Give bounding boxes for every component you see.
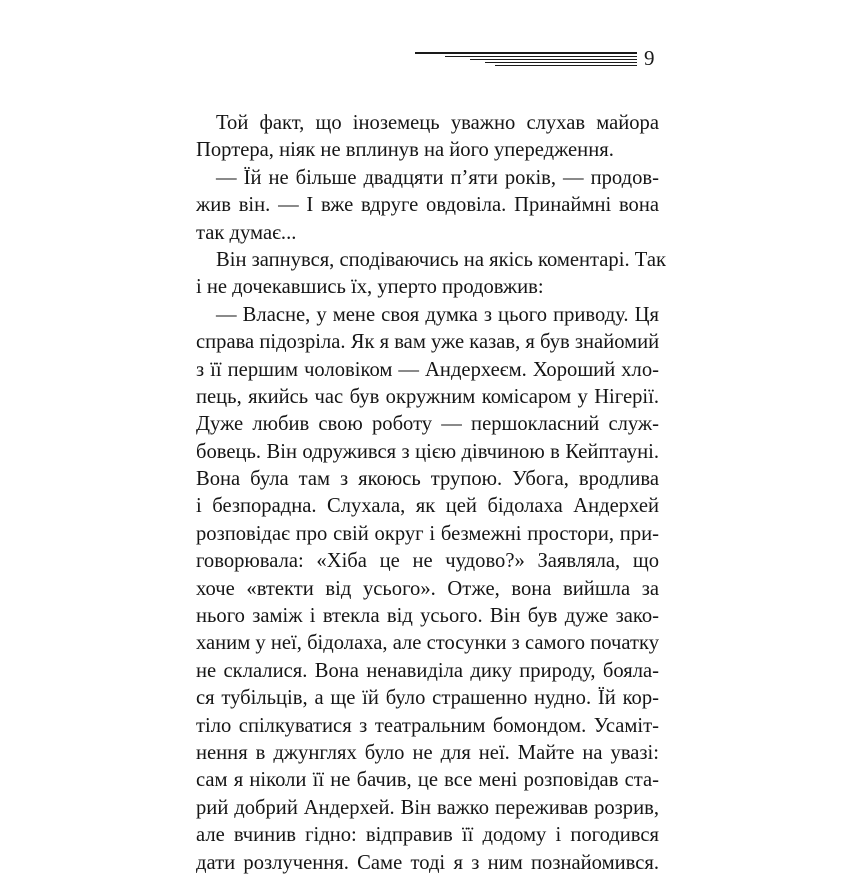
text-line: нення в джунглях було не для неї. Майте на увазі: [196,741,659,764]
text-line: так думає... [196,221,297,244]
text-line: і не дочекавшись їх, уперто продовжив: [196,276,544,299]
text-line: бовець. Він одружився з цією дівчиною в Кейптауні. [196,440,659,463]
text-line: сам я ніколи її не бачив, це все мені розповідав ста- [196,769,659,792]
text-line: — Власне, у мене своя думка з цього приводу. Ця [216,303,659,326]
text-line: ся тубільців, а ще їй було страшенно нудно. Їй кор- [196,687,659,710]
text-line: Портера, ніяк не вплинув на його упередження. [196,139,614,162]
text-line: говорювала: «Хіба це не чудово?» Заявляла, що [196,550,659,573]
text-line: — Їй не більше двадцяти п’яти років, — продов- [216,166,659,189]
text-line: Дуже любив свою роботу — першокласний служ- [196,413,659,436]
running-header [415,44,655,74]
text-line: рий добрий Андерхей. Він важко переживав розрив, [196,796,659,819]
text-line: розповідає про свій округ і безмежні простори, при- [196,522,659,545]
text-line: пець, якийсь час був окружним комісаром у Нігерії. [196,385,659,408]
text-line: Той факт, що іноземець уважно слухав майора [216,112,659,134]
text-line: жив він. — І вже вдруге овдовіла. Принаймні вона [196,194,659,217]
text-line: ханим у неї, бідолаха, але стосунки з самого початку [196,632,659,655]
decorative-rule [415,52,637,66]
text-line: Вона була там з якоюсь трупою. Убога, вродлива [196,468,659,491]
text-line: хоче «втекти від усього». Отже, вона вийшла за [196,577,659,600]
text-line: Він запнувся, сподіваючись на якісь коментарі. Так [216,248,666,271]
page-number: 9 [644,46,655,70]
text-line: справа підозріла. Як я вам уже казав, я був знайомий [196,331,660,354]
text-line: з її першим чоловіком — Андерхеєм. Хороший хло- [196,358,659,381]
text-line: тіло спілкуватися з театральним бомондом. Усаміт- [196,714,659,737]
text-line: не склалися. Вона ненавиділа дику природу, боялa- [196,659,659,682]
body-text [196,110,666,877]
text-line: дати розлучення. Саме тоді я з ним познайомився. [196,851,659,874]
text-line: нього заміж і втекла від усього. Він був дуже зако- [196,605,659,628]
text-line: але вчинив гідно: відправив її додому і погодився [196,824,659,847]
text-line: і безпорадна. Слухала, як цей бідолаха Андерхей [196,495,659,518]
